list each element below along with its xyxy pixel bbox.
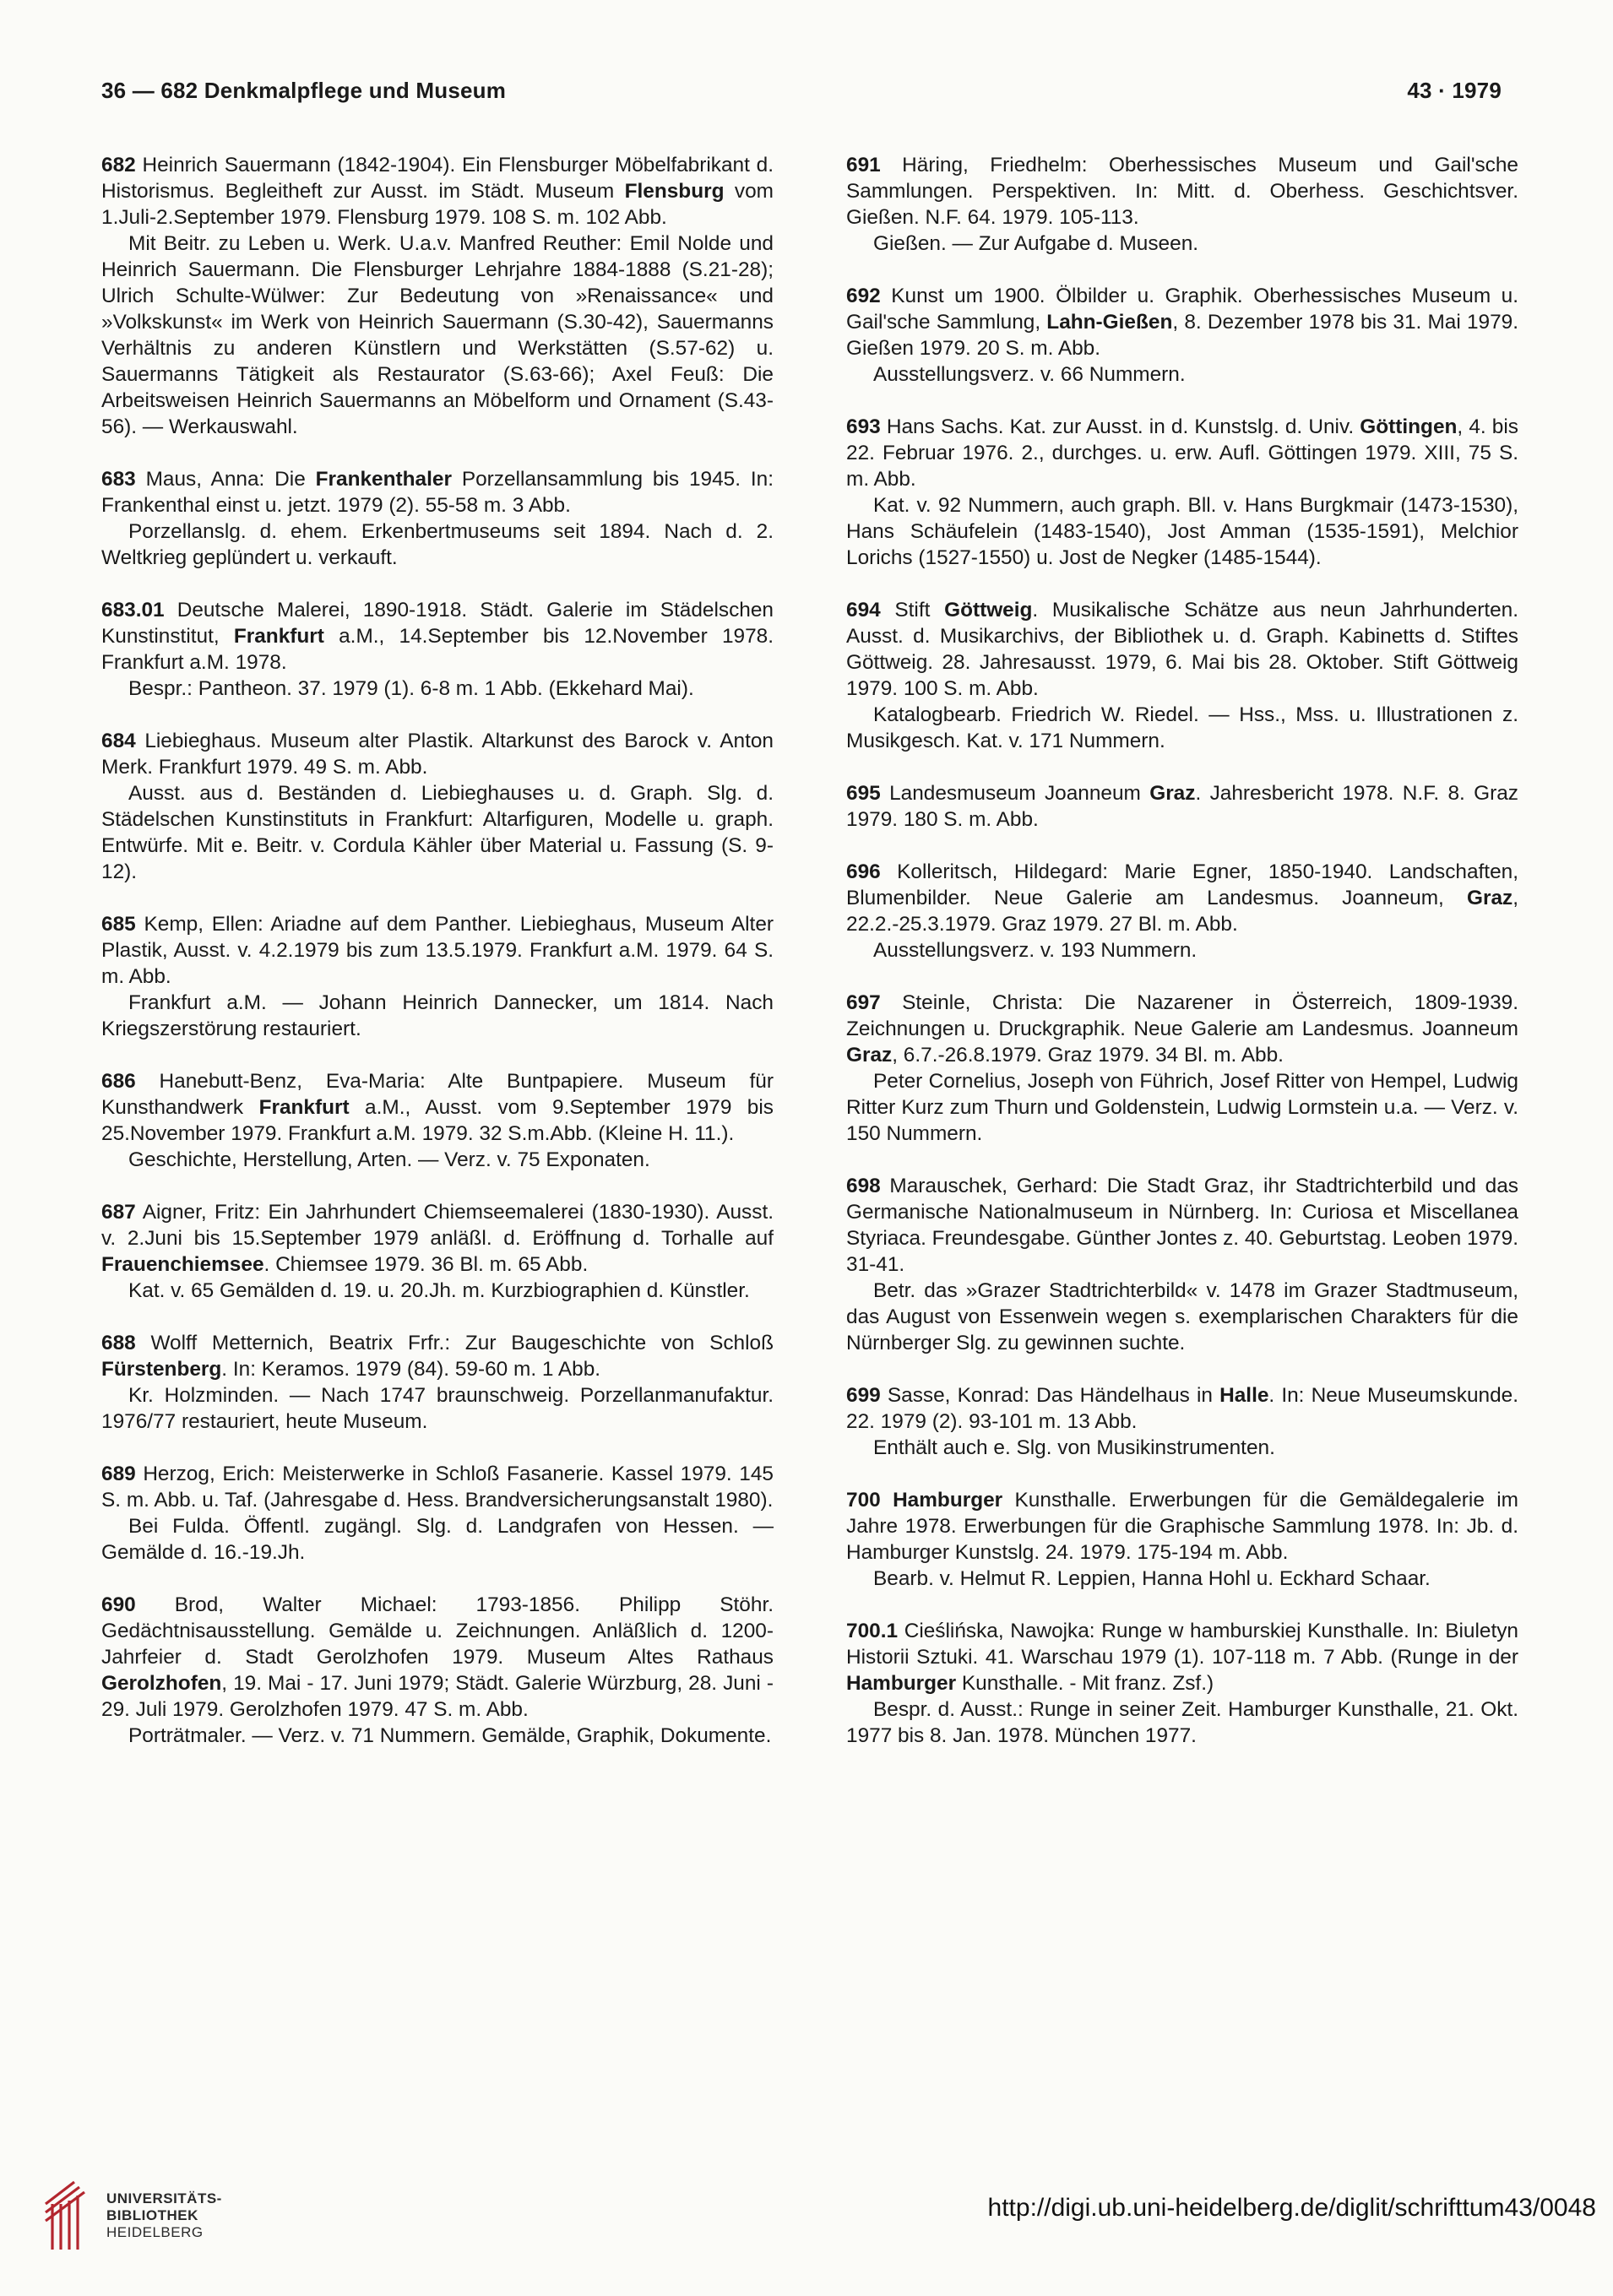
citation-text: , 8. Dezember 1978 bis 31. Mai 1979. Gießen 1979. 20 S. m. Abb. bbox=[846, 311, 1518, 360]
citation-text: Porzellansammlung bis 1945. In: Frankenthal einst u. jetzt. 1979 (2). 55-58 m. 3 Abb. bbox=[101, 468, 774, 517]
bibliography-entry bbox=[101, 1068, 774, 1173]
entry-number: 683 bbox=[101, 468, 136, 491]
citation-text: , 4. bis 22. Februar 1976. 2., durchges. u. erw. Aufl. Göttingen 1979. XIII, 75 S. m. Abb. bbox=[846, 415, 1518, 491]
entry-citation bbox=[101, 597, 774, 676]
citation-text: Häring, Friedhelm: Oberhessisches Museum und Gail'sche Sammlungen. Perspektiven. In: Mitt. d. Oberhess. Geschichtsver. Gießen. N.F. 64. 1979. 105-113. bbox=[846, 154, 1518, 229]
entry-number: 696 bbox=[846, 860, 881, 883]
logo-line-2: BIBLIOTHEK bbox=[106, 2207, 198, 2223]
entry-number: 699 bbox=[846, 1384, 881, 1407]
entry-citation bbox=[846, 1173, 1518, 1278]
entry-note: Ausstellungsverz. v. 66 Nummern. bbox=[873, 363, 1186, 386]
bibliography-entry bbox=[101, 1330, 774, 1435]
entry-number: 694 bbox=[846, 599, 881, 621]
citation-text: . In: Keramos. 1979 (84). 59-60 m. 1 Abb. bbox=[221, 1358, 601, 1381]
entry-citation bbox=[101, 1592, 774, 1723]
entry-number: 689 bbox=[101, 1463, 136, 1485]
place-name: Fürstenberg bbox=[101, 1358, 222, 1381]
entry-number: 685 bbox=[101, 913, 136, 936]
entry-note: Porzellanslg. d. ehem. Erkenbertmuseums seit 1894. Nach d. 2. Weltkrieg geplündert u. verkauft. bbox=[101, 520, 774, 569]
library-logo-icon bbox=[41, 2179, 91, 2253]
place-name: Gerolzhofen bbox=[101, 1672, 222, 1695]
place-name: Frankfurt bbox=[258, 1096, 350, 1119]
logo-line-1: UNIVERSITÄTS- bbox=[106, 2190, 222, 2206]
entry-note: Mit Beitr. zu Leben u. Werk. U.a.v. Manfred Reuther: Emil Nolde und Heinrich Sauermann. Die Flensburger Lehrjahre 1884-1888 (S.21-28); Ulrich Schulte-Wülwer: Zur Bedeutung von »Renaissance« und »Volkskunst« im Werk von Heinrich Sauermann (S.30-42), Sauermanns Verhältnis zu anderen Künstlern und Werkstätten (S.57-62) u. Sauermanns Tätigkeit als Restaurator (S.63-66); Axel Feuß: Die Arbeitsweisen Heinrich Sauermanns an Möbelform und Ornament (S.43-56). — Werkauswahl. bbox=[101, 232, 774, 438]
citation-text: Kolleritsch, Hildegard: Marie Egner, 1850-1940. Landschaften, Blumenbilder. Neue Galerie am Landesmus. Joanneum, bbox=[846, 860, 1518, 909]
citation-text: Steinle, Christa: Die Nazarener in Österreich, 1809-1939. Zeichnungen u. Druckgraphik. Neue Galerie am Landesmus. Joanneum bbox=[846, 991, 1519, 1040]
entry-citation bbox=[101, 728, 774, 780]
place-name: Frauenchiemsee bbox=[101, 1253, 264, 1276]
entry-note: Ausstellungsverz. v. 193 Nummern. bbox=[873, 939, 1198, 962]
running-head-right: 43 · 1979 bbox=[1407, 78, 1502, 103]
entry-citation bbox=[846, 283, 1518, 361]
entry-note: Enthält auch e. Slg. von Musikinstrumenten. bbox=[873, 1436, 1275, 1459]
citation-text: Kemp, Ellen: Ariadne auf dem Panther. Liebieghaus, Museum Alter Plastik, Ausst. v. 4.2.1979 bis zum 13.5.1979. Frankfurt a.M. 1979. 64 S. m. Abb. bbox=[101, 913, 774, 988]
citation-text: Sasse, Konrad: Das Händelhaus in bbox=[887, 1384, 1220, 1407]
entry-note: Kat. v. 92 Nummern, auch graph. Bll. v. Hans Burgkmair (1473-1530), Hans Schäufelein (1483-1540), Jost Amman (1535-1591), Melchior Lorichs (1527-1550) u. Jost de Negker (1485-1544). bbox=[846, 494, 1518, 569]
place-name: Göttweig bbox=[944, 599, 1033, 621]
bibliography-entry bbox=[846, 990, 1518, 1147]
place-name: Graz bbox=[1149, 782, 1196, 805]
bibliography-entry bbox=[101, 1461, 774, 1566]
entry-number: 691 bbox=[846, 154, 881, 176]
bibliography-entry bbox=[101, 466, 774, 571]
bibliography-entry bbox=[846, 1382, 1518, 1461]
entry-citation bbox=[846, 859, 1518, 937]
place-name: Graz bbox=[846, 1044, 893, 1067]
citation-text: Hanebutt-Benz, Eva-Maria: Alte Buntpapiere. Museum für Kunsthandwerk bbox=[101, 1070, 774, 1119]
running-head-left: 36 — 682 Denkmalpflege und Museum bbox=[101, 78, 507, 103]
entry-citation bbox=[846, 152, 1518, 231]
entry-number: 688 bbox=[101, 1332, 136, 1354]
entry-number: 692 bbox=[846, 285, 881, 307]
place-name: Halle bbox=[1219, 1384, 1269, 1407]
citation-text: Deutsche Malerei, 1890-1918. Städt. Galerie im Städelschen Kunstinstitut, bbox=[101, 599, 774, 648]
entry-note: Katalogbearb. Friedrich W. Riedel. — Hss., Mss. u. Illustrationen z. Musikgesch. Kat. v. 171 Nummern. bbox=[846, 703, 1518, 752]
entry-citation bbox=[101, 1199, 774, 1278]
entry-number: 693 bbox=[846, 415, 881, 438]
bibliography-entry bbox=[846, 597, 1518, 754]
logo-line-3: HEIDELBERG bbox=[106, 2224, 204, 2240]
bibliography-entry bbox=[846, 859, 1518, 963]
citation-text: Landesmuseum Joanneum bbox=[889, 782, 1150, 805]
entry-citation bbox=[846, 1618, 1518, 1696]
bibliography-entry bbox=[101, 1592, 774, 1749]
page-header bbox=[101, 78, 1512, 111]
bibliography-entry bbox=[101, 152, 774, 440]
entry-number: 700 bbox=[846, 1489, 881, 1512]
entry-citation bbox=[101, 911, 774, 990]
citation-text: Marauschek, Gerhard: Die Stadt Graz, ihr Stadtrichterbild und das Germanische Nationalmuseum in Nürnberg. In: Curiosa et Miscellanea Styriaca. Freundesgabe. Günther Jontes z. 40. Geburtstag. Leoben 1979. 31-41. bbox=[846, 1175, 1518, 1276]
entry-note: Bespr. d. Ausst.: Runge in seiner Zeit. Hamburger Kunsthalle, 21. Okt. 1977 bis 8. Jan. 1978. München 1977. bbox=[846, 1698, 1518, 1747]
entry-note: Betr. das »Grazer Stadtrichterbild« v. 1478 im Grazer Stadtmuseum, das August von Essenwein wegen s. exemplarischen Charakters für die Nürnberger Slg. zu gewinnen suchte. bbox=[846, 1279, 1518, 1354]
right-column bbox=[846, 152, 1518, 1775]
citation-text: . Chiemsee 1979. 36 Bl. m. 65 Abb. bbox=[263, 1253, 589, 1276]
place-name: Flensburg bbox=[624, 180, 725, 203]
entry-number: 682 bbox=[101, 154, 136, 176]
entry-note: Bei Fulda. Öffentl. zugängl. Slg. d. Landgrafen von Hessen. — Gemälde d. 16.-19.Jh. bbox=[101, 1515, 774, 1564]
entry-note: Gießen. — Zur Aufgabe d. Museen. bbox=[873, 232, 1199, 255]
citation-text: Stift bbox=[894, 599, 945, 621]
citation-text: Kunsthalle. - Mit franz. Zsf.) bbox=[956, 1672, 1214, 1695]
library-logo bbox=[41, 2179, 395, 2255]
left-column bbox=[101, 152, 774, 1775]
bibliography-entry bbox=[846, 283, 1518, 388]
bibliography-entry bbox=[846, 414, 1518, 571]
citation-text: . Jahresbericht 1978. N.F. 8. Graz 1979. 180 S. m. Abb. bbox=[846, 782, 1518, 831]
entry-number: 698 bbox=[846, 1175, 881, 1197]
entry-citation bbox=[101, 152, 774, 231]
entry-note: Porträtmaler. — Verz. v. 71 Nummern. Gemälde, Graphik, Dokumente. bbox=[128, 1724, 772, 1747]
citation-text: , 6.7.-26.8.1979. Graz 1979. 34 Bl. m. Abb. bbox=[892, 1044, 1284, 1067]
place-name: Frankenthaler bbox=[315, 468, 452, 491]
citation-text: a.M., Ausst. vom 9.September 1979 bis 25.November 1979. Frankfurt a.M. 1979. 32 S.m.Abb. (Kleine H. 11.). bbox=[101, 1096, 774, 1145]
entry-citation bbox=[846, 597, 1518, 702]
entry-citation bbox=[846, 780, 1518, 833]
source-url[interactable]: http://digi.ub.uni-heidelberg.de/diglit/schrifttum43/0048 bbox=[987, 2194, 1596, 2222]
entry-citation bbox=[846, 414, 1518, 492]
citation-text: . Musikalische Schätze aus neun Jahrhunderten. Ausst. d. Musikarchivs, der Bibliothek u. d. Graph. Kabinetts d. Stiftes Göttweig. 28. Jahresausst. 1979, 6. Mai bis 28. Oktober. Stift Göttweig 1979. 100 S. m. Abb. bbox=[846, 599, 1518, 700]
entry-citation bbox=[846, 1487, 1518, 1566]
citation-text: Kunsthalle. Erwerbungen für die Gemäldegalerie im Jahre 1978. Erwerbungen für die Graphische Sammlung 1978. In: Jb. d. Hamburger Kunstslg. 24. 1979. 175-194 m. Abb. bbox=[846, 1489, 1518, 1564]
bibliography-entry bbox=[101, 597, 774, 702]
entry-note: Bespr.: Pantheon. 37. 1979 (1). 6-8 m. 1 Abb. (Ekkehard Mai). bbox=[128, 677, 694, 700]
bibliography-entry bbox=[101, 728, 774, 885]
citation-text: Aigner, Fritz: Ein Jahrhundert Chiemseemalerei (1830-1930). Ausst. v. 2.Juni bis 15.September 1979 anläßl. d. Eröffnung d. Torhalle auf bbox=[101, 1201, 774, 1250]
citation-text: vom 1.Juli-2.September 1979. Flensburg 1979. 108 S. m. 102 Abb. bbox=[101, 180, 774, 229]
citation-text: Brod, Walter Michael: 1793-1856. Philipp Stöhr. Gedächtnisausstellung. Gemälde u. Zeichnungen. Anläßlich d. 1200-Jahrfeier d. Stadt Gerolzhofen 1979. Museum Altes Rathaus bbox=[101, 1593, 774, 1669]
entry-citation bbox=[846, 990, 1518, 1068]
bibliography-entry bbox=[101, 911, 774, 1042]
bibliography-entry bbox=[846, 1487, 1518, 1592]
logo-text bbox=[106, 2190, 222, 2241]
entry-number: 687 bbox=[101, 1201, 136, 1224]
bibliography-entry bbox=[101, 1199, 774, 1304]
bibliography-entry bbox=[846, 1173, 1518, 1356]
entry-note: Ausst. aus d. Beständen d. Liebieghauses u. d. Graph. Slg. d. Städelschen Kunstinstituts in Frankfurt: Altarfiguren, Modelle u. graph. Entwürfe. Mit e. Beitr. v. Cordula Kähler über Material u. Fassung (S. 9-12). bbox=[101, 782, 774, 883]
entry-citation bbox=[101, 466, 774, 518]
citation-text: Heinrich Sauermann (1842-1904). Ein Flensburger Möbelfabrikant d. Historismus. Begleitheft zur Ausst. im Städt. Museum bbox=[101, 154, 774, 203]
bibliography-entry bbox=[846, 780, 1518, 833]
entry-number: 690 bbox=[101, 1593, 136, 1616]
citation-text: Herzog, Erich: Meisterwerke in Schloß Fasanerie. Kassel 1979. 145 S. m. Abb. u. Taf. (Jahresgabe d. Hess. Brandversicherungsanstalt 1980). bbox=[101, 1463, 774, 1512]
citation-text: Wolff Metternich, Beatrix Frfr.: Zur Baugeschichte von Schloß bbox=[150, 1332, 774, 1354]
entry-note: Bearb. v. Helmut R. Leppien, Hanna Hohl u. Eckhard Schaar. bbox=[873, 1567, 1431, 1590]
entry-note: Kat. v. 65 Gemälden d. 19. u. 20.Jh. m. Kurzbiographien d. Künstler. bbox=[128, 1279, 750, 1302]
place-name: Lahn-Gießen bbox=[1046, 311, 1173, 334]
entry-note: Geschichte, Herstellung, Arten. — Verz. v. 75 Exponaten. bbox=[128, 1148, 650, 1171]
entry-citation bbox=[101, 1068, 774, 1147]
citation-text: Liebieghaus. Museum alter Plastik. Altarkunst des Barock v. Anton Merk. Frankfurt 1979. 49 S. m. Abb. bbox=[101, 730, 774, 779]
place-name: Göttingen bbox=[1360, 415, 1458, 438]
citation-text: . In: Neue Museumskunde. 22. 1979 (2). 93-101 m. 13 Abb. bbox=[846, 1384, 1519, 1433]
place-name: Graz bbox=[1466, 887, 1513, 909]
citation-text: , 19. Mai - 17. Juni 1979; Städt. Galerie Würzburg, 28. Juni - 29. Juli 1979. Gerolzhofen 1979. 47 S. m. Abb. bbox=[101, 1672, 774, 1721]
citation-text: Kunst um 1900. Ölbilder u. Graphik. Oberhessisches Museum u. Gail'sche Sammlung, bbox=[846, 285, 1519, 334]
entry-number: 697 bbox=[846, 991, 881, 1014]
citation-text: a.M., 14.September bis 12.November 1978. Frankfurt a.M. 1978. bbox=[101, 625, 774, 674]
entry-number: 686 bbox=[101, 1070, 136, 1093]
entry-citation bbox=[846, 1382, 1518, 1435]
citation-text: Hans Sachs. Kat. zur Ausst. in d. Kunstslg. d. Univ. bbox=[886, 415, 1360, 438]
entry-citation bbox=[101, 1461, 774, 1513]
place-name: Frankfurt bbox=[233, 625, 324, 648]
entry-number: 683.01 bbox=[101, 599, 165, 621]
bibliography-entry bbox=[846, 1618, 1518, 1749]
entry-note: Frankfurt a.M. — Johann Heinrich Dannecker, um 1814. Nach Kriegszerstörung restauriert. bbox=[101, 991, 774, 1040]
entry-note: Kr. Holzminden. — Nach 1747 braunschweig. Porzellanmanufaktur. 1976/77 restauriert, heute Museum. bbox=[101, 1384, 774, 1433]
entry-number: 695 bbox=[846, 782, 881, 805]
citation-text: Maus, Anna: Die bbox=[145, 468, 316, 491]
entry-number: 700.1 bbox=[846, 1620, 899, 1642]
citation-text: Cieślińska, Nawojka: Runge w hamburskiej Kunsthalle. In: Biuletyn Historii Sztuki. 41. Warschau 1979 (1). 107-118 m. 7 Abb. (Runge in der bbox=[846, 1620, 1519, 1669]
bibliography-entry bbox=[846, 152, 1518, 257]
entry-number: 684 bbox=[101, 730, 136, 752]
entry-citation bbox=[101, 1330, 774, 1382]
place-name: Hamburger bbox=[846, 1672, 957, 1695]
place-name: Hamburger bbox=[893, 1489, 1003, 1512]
entry-note: Peter Cornelius, Joseph von Führich, Josef Ritter von Hempel, Ludwig Ritter Kurz zum Thurn und Goldenstein, Ludwig Lormstein u.a. — Verz. v. 150 Nummern. bbox=[846, 1070, 1518, 1145]
citation-text: , 22.2.-25.3.1979. Graz 1979. 27 Bl. m. Abb. bbox=[846, 887, 1518, 936]
